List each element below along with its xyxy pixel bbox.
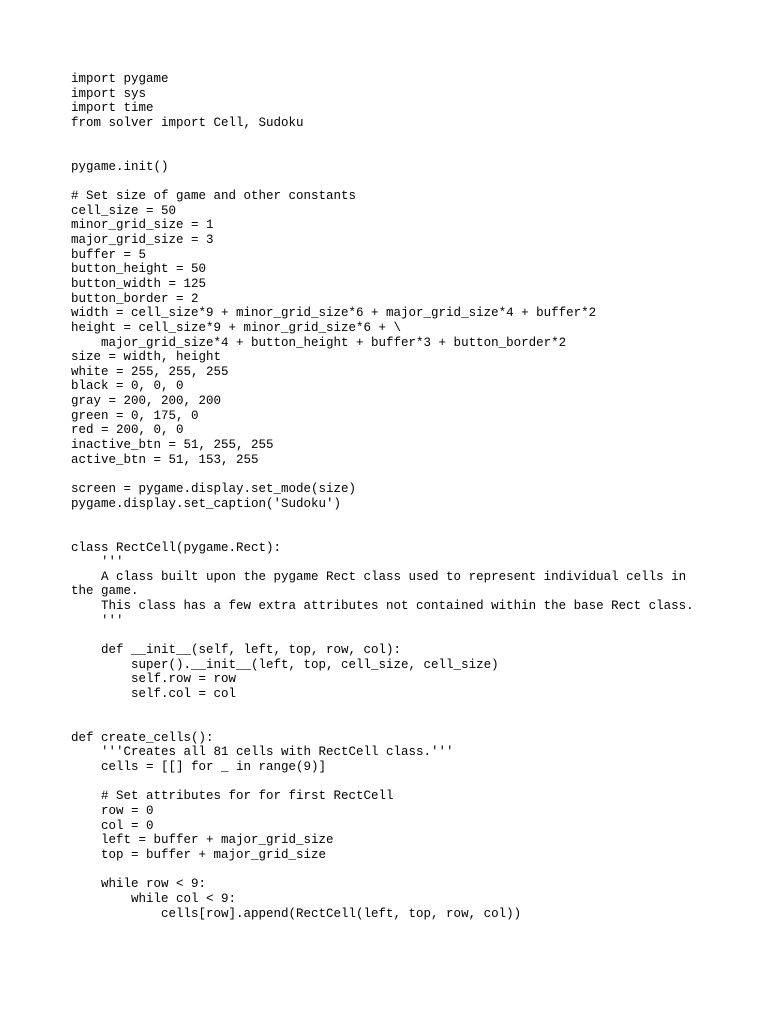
code-line: cell_size = 50	[71, 203, 177, 218]
code-line: while col < 9:	[71, 891, 237, 906]
code-line: height = cell_size*9 + minor_grid_size*6 + \	[71, 320, 402, 335]
code-line: def create_cells():	[71, 730, 214, 745]
code-line: import time	[71, 101, 154, 116]
code-line	[71, 131, 711, 146]
code-line: col = 0	[71, 818, 154, 833]
code-line: white = 255, 255, 255	[71, 364, 229, 379]
code-line: '''	[71, 555, 124, 570]
code-line: def __init__(self, left, top, row, col):	[71, 642, 402, 657]
code-line: while row < 9:	[71, 877, 207, 892]
code-line	[71, 145, 711, 160]
code-line: import pygame	[71, 72, 169, 86]
code-line: self.col = col	[71, 686, 237, 701]
code-line: cells = [[] for _ in range(9)]	[71, 760, 327, 775]
code-line	[71, 174, 711, 189]
code-line: buffer = 5	[71, 247, 147, 262]
code-line: top = buffer + major_grid_size	[71, 847, 327, 862]
code-line: button_border = 2	[71, 291, 199, 306]
code-line: inactive_btn = 51, 255, 255	[71, 438, 274, 453]
code-line: red = 200, 0, 0	[71, 423, 184, 438]
code-line: gray = 200, 200, 200	[71, 394, 222, 409]
code-line: width = cell_size*9 + minor_grid_size*6 + major_grid_size*4 + buffer*2	[71, 306, 597, 321]
code-line: '''Creates all 81 cells with RectCell class.'''	[71, 745, 454, 760]
code-line	[71, 628, 711, 643]
code-line: the game.	[71, 584, 139, 599]
code-line	[71, 775, 711, 790]
code-line: '''	[71, 613, 124, 628]
code-line: This class has a few extra attributes not contained within the base Rect class.	[71, 599, 694, 614]
code-line: black = 0, 0, 0	[71, 379, 184, 394]
code-line: button_height = 50	[71, 262, 207, 277]
code-line	[71, 716, 711, 731]
code-line: super().__init__(left, top, cell_size, cell_size)	[71, 657, 499, 672]
code-listing	[71, 72, 711, 921]
code-line: # Set attributes for for first RectCell	[71, 789, 394, 804]
code-line: # Set size of game and other constants	[71, 189, 357, 204]
code-line: minor_grid_size = 1	[71, 218, 214, 233]
code-line: row = 0	[71, 804, 154, 819]
code-line	[71, 863, 711, 878]
code-line: pygame.init()	[71, 159, 169, 174]
code-line	[71, 526, 711, 541]
code-line: screen = pygame.display.set_mode(size)	[71, 481, 357, 496]
code-line: size = width, height	[71, 350, 222, 365]
code-line: major_grid_size = 3	[71, 233, 214, 248]
code-line: active_btn = 51, 153, 255	[71, 452, 259, 467]
code-line: button_width = 125	[71, 276, 207, 291]
code-line: from solver import Cell, Sudoku	[71, 115, 304, 130]
code-line: major_grid_size*4 + button_height + buffer*3 + button_border*2	[71, 335, 567, 350]
code-line: class RectCell(pygame.Rect):	[71, 540, 282, 555]
code-line: pygame.display.set_caption('Sudoku')	[71, 496, 342, 511]
code-line: import sys	[71, 86, 147, 101]
code-line	[71, 511, 711, 526]
code-line: A class built upon the pygame Rect class used to represent individual cells in	[71, 569, 687, 584]
code-line: self.row = row	[71, 672, 237, 687]
code-line: cells[row].append(RectCell(left, top, row, col))	[71, 906, 522, 921]
code-line: left = buffer + major_grid_size	[71, 833, 334, 848]
code-line: green = 0, 175, 0	[71, 408, 199, 423]
code-line	[71, 702, 711, 717]
code-line	[71, 467, 711, 482]
